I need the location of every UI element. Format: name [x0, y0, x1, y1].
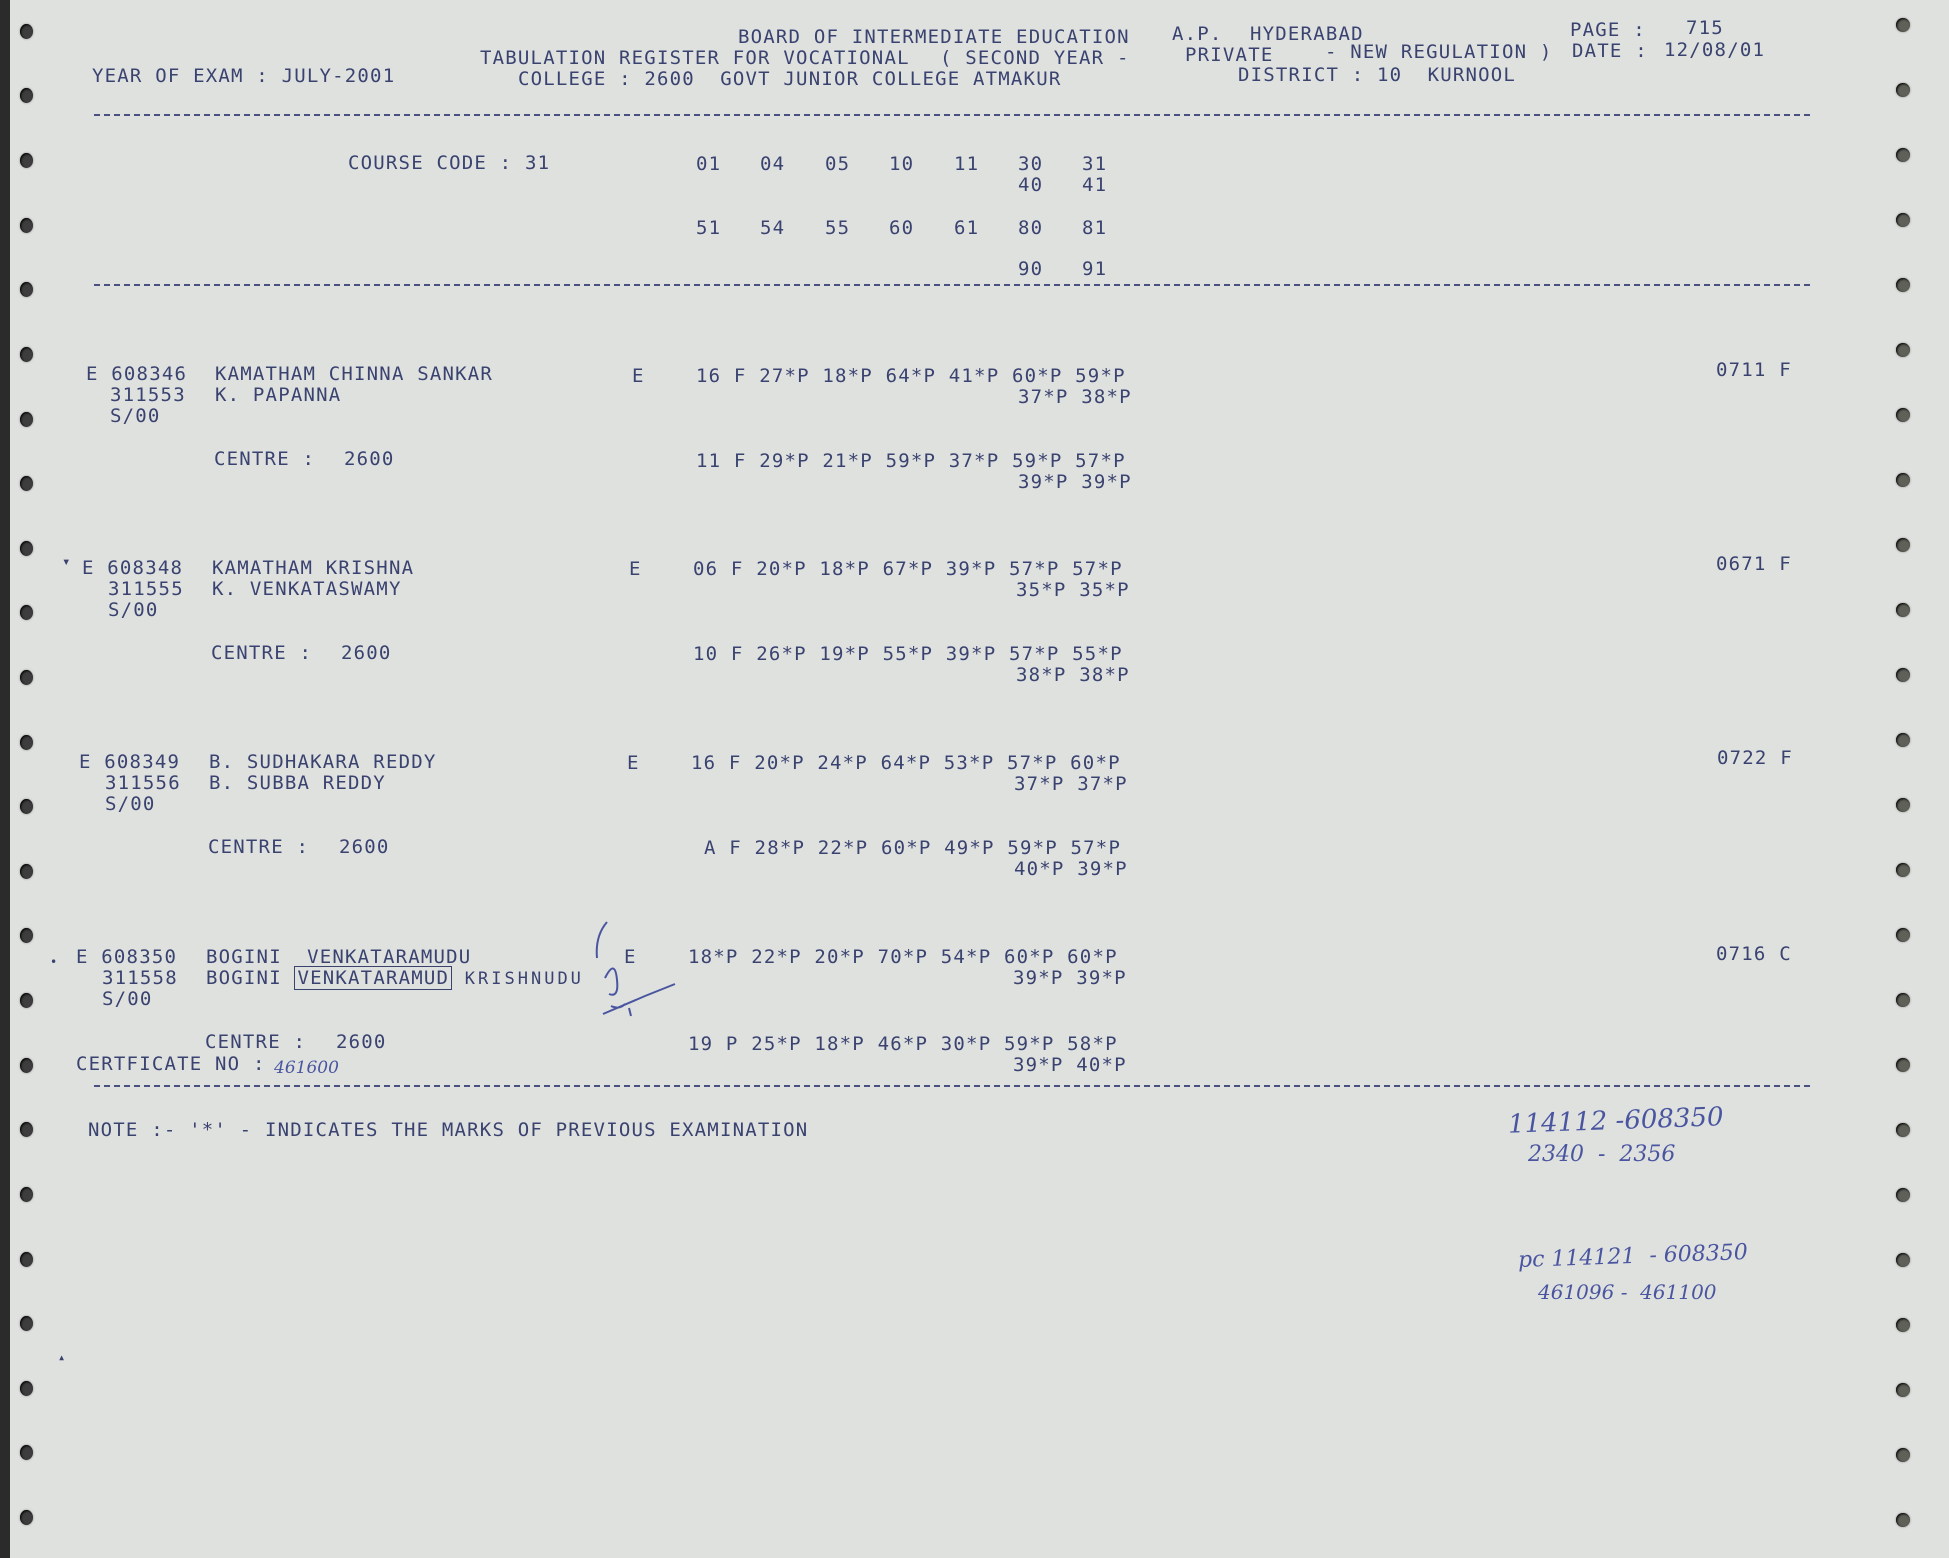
- marks-second-year-extra: 39*P 40*P: [1013, 1054, 1127, 1076]
- centre-code: 2600: [339, 836, 390, 858]
- centre-label: CENTRE :: [214, 448, 316, 470]
- subject-code: 91: [1082, 258, 1108, 280]
- medium: E: [629, 558, 642, 580]
- marks-second-year-extra: 38*P 38*P: [1016, 664, 1130, 686]
- hall-ticket-number: E 608349: [79, 751, 181, 773]
- father-name-corrected: VENKATARAMUD: [294, 966, 452, 990]
- subject-code: 11: [954, 153, 980, 175]
- certificate-label: CERTFICATE NO :: [76, 1053, 266, 1075]
- grand-total: 0711 F: [1716, 359, 1792, 381]
- medium: E: [632, 365, 645, 387]
- hall-ticket-number: E 608350: [76, 946, 178, 968]
- medium: E: [624, 946, 637, 968]
- divider: [94, 114, 1810, 116]
- handwritten-range-2: 2340 - 2356: [1528, 1142, 1676, 1167]
- subject-code: 01: [696, 153, 722, 175]
- margin-mark: •: [50, 955, 59, 969]
- marks-first-year-extra: 37*P 38*P: [1018, 386, 1132, 408]
- marks-first-year: 16 F 27*P 18*P 64*P 41*P 60*P 59*P: [696, 365, 1126, 387]
- marks-second-year: A F 28*P 22*P 60*P 49*P 59*P 57*P: [704, 837, 1122, 859]
- board-title: BOARD OF INTERMEDIATE EDUCATION: [738, 26, 1130, 48]
- father-name: K. PAPANNA: [215, 384, 342, 406]
- date-label: DATE :: [1572, 40, 1648, 62]
- subject-code: 61: [954, 217, 980, 239]
- handwritten-range-3: pc 114121 - 608350: [1517, 1239, 1749, 1274]
- subject-code: 31: [1082, 153, 1108, 175]
- subject-code: 10: [889, 153, 915, 175]
- father-name-prefix: BOGINI: [206, 967, 282, 989]
- marks-second-year-extra: 40*P 39*P: [1014, 858, 1128, 880]
- grand-total: 0722 F: [1717, 747, 1793, 769]
- centre-code: 2600: [336, 1031, 387, 1053]
- subject-code: 81: [1082, 217, 1108, 239]
- marks-first-year: 06 F 20*P 18*P 67*P 39*P 57*P 57*P: [693, 558, 1123, 580]
- register-sheet: [10, 0, 1949, 1558]
- marks-second-year-extra: 39*P 39*P: [1018, 471, 1132, 493]
- category: PRIVATE: [1185, 44, 1274, 66]
- marks-first-year-extra: 35*P 35*P: [1016, 579, 1130, 601]
- student-name: B. SUDHAKARA REDDY: [209, 751, 437, 773]
- marks-second-year: 19 P 25*P 18*P 46*P 30*P 59*P 58*P: [688, 1033, 1118, 1055]
- registration-number: 311555: [108, 578, 184, 600]
- registration-number: 311553: [110, 384, 186, 406]
- year-type: ( SECOND YEAR -: [940, 47, 1130, 69]
- subject-code: 54: [760, 217, 786, 239]
- father-name: [206, 968, 584, 989]
- centre-label: CENTRE :: [208, 836, 310, 858]
- grand-total: 0671 F: [1716, 553, 1792, 575]
- hall-ticket-number: E 608348: [82, 557, 184, 579]
- relation: S/00: [102, 988, 153, 1010]
- margin-mark: ▴: [58, 1350, 67, 1364]
- medium: E: [627, 752, 640, 774]
- city: HYDERABAD: [1250, 23, 1364, 45]
- marks-second-year: 10 F 26*P 19*P 55*P 39*P 57*P 55*P: [693, 643, 1123, 665]
- centre-code: 2600: [341, 642, 392, 664]
- subject-code: 55: [825, 217, 851, 239]
- certificate-number-handwritten: 461600: [274, 1058, 339, 1078]
- subject-code: 51: [696, 217, 722, 239]
- subject-code: 41: [1082, 174, 1108, 196]
- centre-label: CENTRE :: [211, 642, 313, 664]
- marks-first-year: 16 F 20*P 24*P 64*P 53*P 57*P 60*P: [691, 752, 1121, 774]
- relation: S/00: [108, 599, 159, 621]
- handwritten-range-4: 461096 - 461100: [1538, 1280, 1717, 1304]
- subject-code: 80: [1018, 217, 1044, 239]
- father-name: B. SUBBA REDDY: [209, 772, 386, 794]
- year-of-exam: YEAR OF EXAM : JULY-2001: [92, 65, 396, 87]
- subject-code: 04: [760, 153, 786, 175]
- note: NOTE :- '*' - INDICATES THE MARKS OF PREVIOUS EXAMINATION: [88, 1119, 809, 1141]
- subject-code: 40: [1018, 174, 1044, 196]
- page-number: 715: [1686, 17, 1724, 39]
- registration-number: 311556: [105, 772, 181, 794]
- relation: S/00: [110, 405, 161, 427]
- relation: S/00: [105, 793, 156, 815]
- subject-code: 05: [825, 153, 851, 175]
- marks-first-year-extra: 39*P 39*P: [1013, 967, 1127, 989]
- state: A.P.: [1172, 23, 1223, 45]
- subject-code: 60: [889, 217, 915, 239]
- hall-ticket-number: E 608346: [86, 363, 188, 385]
- father-name: K. VENKATASWAMY: [212, 578, 402, 600]
- regulation: - NEW REGULATION ): [1325, 41, 1553, 63]
- father-name-correction: KRISHNUDU: [464, 969, 584, 989]
- marks-first-year: 18*P 22*P 20*P 70*P 54*P 60*P 60*P: [688, 946, 1118, 968]
- district: DISTRICT : 10 KURNOOL: [1238, 64, 1517, 86]
- centre-code: 2600: [344, 448, 395, 470]
- divider: [94, 284, 1810, 286]
- grand-total: 0716 C: [1716, 943, 1792, 965]
- registration-number: 311558: [102, 967, 178, 989]
- page-label: PAGE :: [1570, 19, 1646, 41]
- handwritten-range-1: 114112 -608350: [1507, 1102, 1725, 1140]
- student-name: KAMATHAM CHINNA SANKAR: [215, 363, 494, 385]
- student-name: BOGINI VENKATARAMUDU: [206, 946, 472, 968]
- divider: [94, 1085, 1810, 1087]
- register-title: TABULATION REGISTER FOR VOCATIONAL: [480, 47, 910, 69]
- date-value: 12/08/01: [1664, 39, 1766, 61]
- student-name: KAMATHAM KRISHNA: [212, 557, 415, 579]
- centre-label: CENTRE :: [205, 1031, 307, 1053]
- course-code: COURSE CODE : 31: [348, 152, 551, 174]
- subject-code: 90: [1018, 258, 1044, 280]
- signature-initial: [585, 918, 685, 1028]
- margin-mark: ▾: [62, 554, 72, 570]
- marks-first-year-extra: 37*P 37*P: [1014, 773, 1128, 795]
- college: COLLEGE : 2600 GOVT JUNIOR COLLEGE ATMAKUR: [518, 68, 1062, 90]
- marks-second-year: 11 F 29*P 21*P 59*P 37*P 59*P 57*P: [696, 450, 1126, 472]
- subject-code: 30: [1018, 153, 1044, 175]
